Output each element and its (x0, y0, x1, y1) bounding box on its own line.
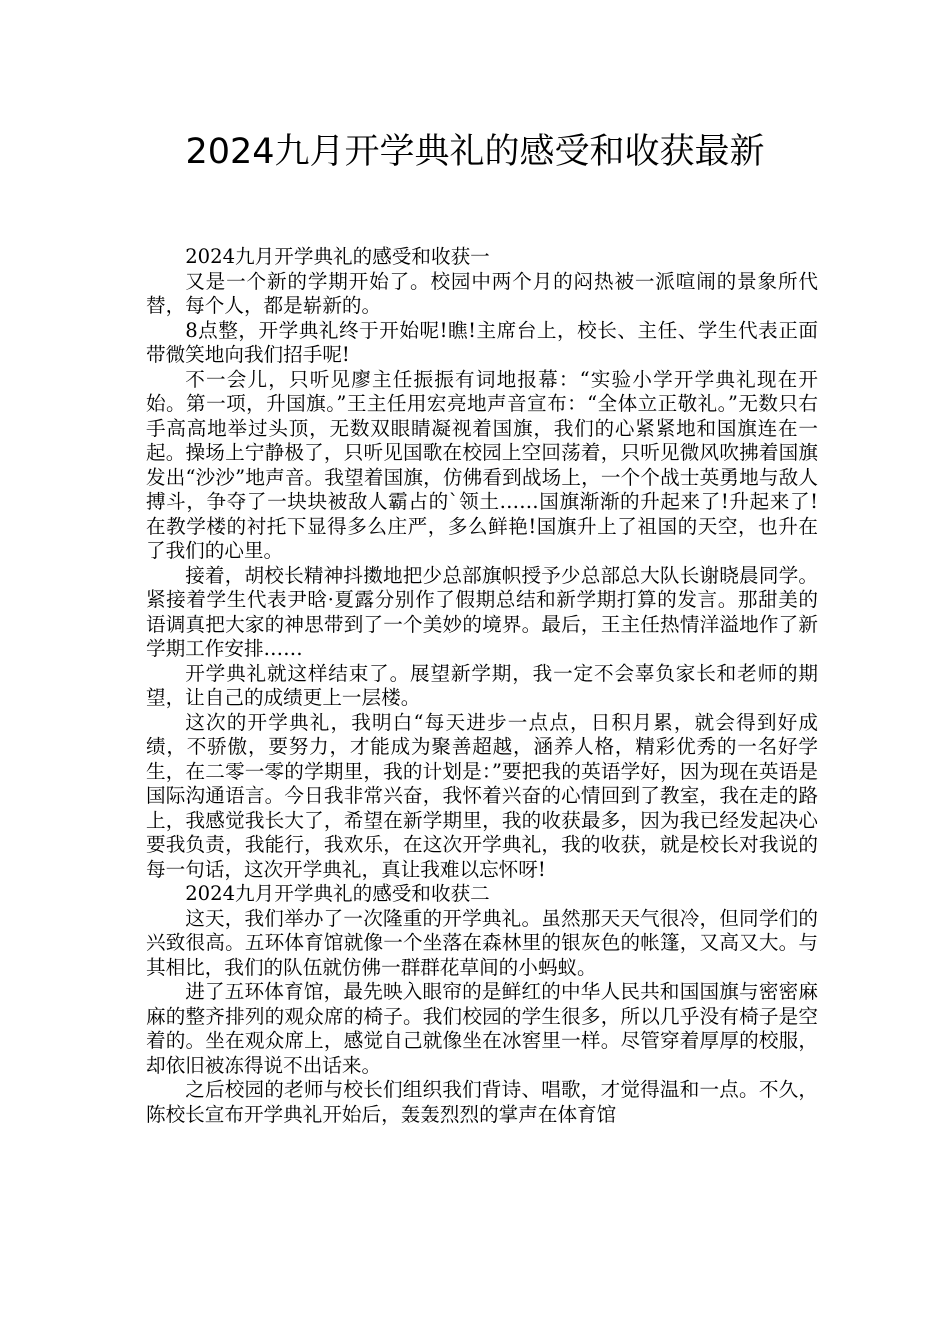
document-title: 2024九月开学典礼的感受和收获最新 (185, 132, 765, 172)
paragraph: 开学典礼就这样结束了。展望新学期，我一定不会辜负家长和老师的期望，让自己的成绩更上一层楼。 (146, 661, 818, 709)
paragraph: 这次的开学典礼，我明白“每天进步一点点，日积月累，就会得到好成绩，不骄傲，要努力，才能成为聚善超越，涵养人格，精彩优秀的一名好学生，在二零一零的学期里，我的计划是：”要把我的英语学好，因为现在英语是国际沟通语言。今日我非常兴奋，我怀着兴奋的心情回到了教室，我在走的路上，我感觉我长大了，希望在新学期里，我的收获最多，因为我已经发起决心要我负责，我能行，我欢乐，在这次开学典礼，我的收获，就是校长对我说的每一句话，这次开学典礼，真让我难以忘怀呀! (146, 710, 818, 881)
paragraph: 又是一个新的学期开始了。校园中两个月的闷热被一派喧闹的景象所代替，每个人，都是崭新的。 (146, 269, 818, 317)
paragraph: 之后校园的老师与校长们组织我们背诗、唱歌，才觉得温和一点。不久，陈校长宣布开学典礼开始后，轰轰烈烈的掌声在体育馆 (146, 1078, 818, 1126)
paragraph: 进了五环体育馆，最先映入眼帘的是鲜红的中华人民共和国国旗与密密麻麻的整齐排列的观众席的椅子。我们校园的学生很多，所以几乎没有椅子是空着的。坐在观众席上，感觉自己就像坐在冰窖里一样。尽管穿着厚厚的校服，却依旧被冻得说不出话来。 (146, 980, 818, 1077)
paragraph: 接着，胡校长精神抖擞地把少总部旗帜授予少总部总大队长谢晓晨同学。紧接着学生代表尹晗·夏露分别作了假期总结和新学期打算的发言。那甜美的语调真把大家的神思带到了一个美妙的境界。最后，王主任热情洋溢地作了新学期工作安排…… (146, 563, 818, 660)
section-heading: 2024九月开学典礼的感受和收获一 (185, 245, 490, 268)
paragraph: 8点整，开学典礼终于开始呢!瞧!主席台上，校长、主任、学生代表正面带微笑地向我们招手呢! (146, 318, 818, 366)
paragraph: 不一会儿，只听见廖主任振振有词地报幕：“实验小学开学典礼现在开始。第一项，升国旗。”王主任用宏亮地声音宣布：“全体立正敬礼。”无数只右手高高地举过头顶，无数双眼睛凝视着国旗，我们的心紧紧地和国旗连在一起。操场上宁静极了，只听见国歌在校园上空回荡着，只听见微风吹拂着国旗发出“沙沙”地声音。我望着国旗，仿佛看到战场上，一个个战士英勇地与敌人搏斗，争夺了一块块被敌人霸占的`领土……国旗渐渐的升起来了!升起来了!在教学楼的衬托下显得多么庄严，多么鲜艳!国旗升上了祖国的天空，也升在了我们的心里。 (146, 367, 818, 562)
section-heading: 2024九月开学典礼的感受和收获二 (185, 882, 490, 905)
document-body (146, 245, 818, 1127)
paragraph: 这天，我们举办了一次隆重的开学典礼。虽然那天天气很冷，但同学们的兴致很高。五环体育馆就像一个坐落在森林里的银灰色的帐篷，又高又大。与其相比，我们的队伍就仿佛一群群花草间的小蚂蚁。 (146, 906, 818, 979)
